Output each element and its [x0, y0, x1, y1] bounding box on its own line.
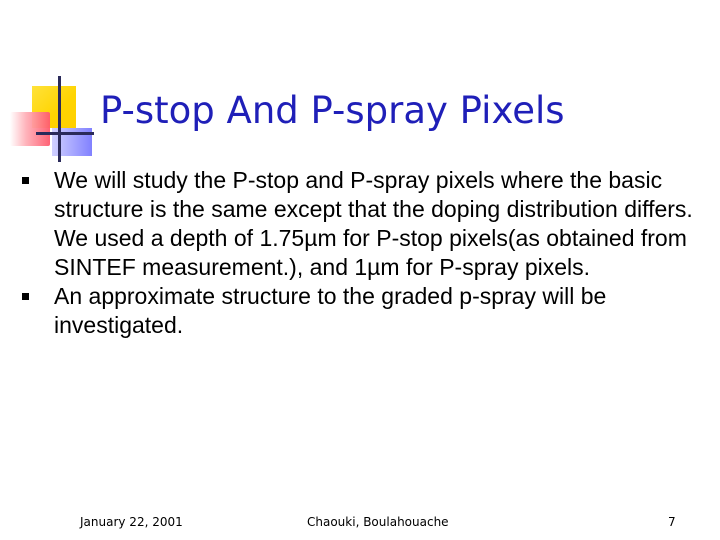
page-number: 7 [668, 515, 676, 529]
logo-horizontal-line [36, 132, 94, 135]
bullet-item [35, 166, 714, 282]
slide-title: P-stop And P-spray Pixels [100, 89, 565, 132]
bullet-item [35, 282, 714, 340]
decorative-logo-icon [0, 76, 96, 162]
footer-date: January 22, 2001 [80, 515, 183, 529]
bullet-square-icon [22, 177, 29, 184]
bullet-list [16, 166, 706, 340]
logo-vertical-line [58, 76, 61, 162]
logo-red-square [10, 112, 50, 146]
bullet-square-icon [22, 293, 29, 300]
bullet-text: We will study the P-stop and P-spray pixels where the basic structure is the same except that the doping distribution differs. We used a depth of 1.75µm for P-stop pixels(as obtained from SINTEF measurement.), and 1µm for P-spray pixels. [54, 167, 693, 280]
footer-author: Chaouki, Boulahouache [307, 515, 449, 529]
bullet-text: An approximate structure to the graded p-spray will be investigated. [54, 283, 607, 338]
